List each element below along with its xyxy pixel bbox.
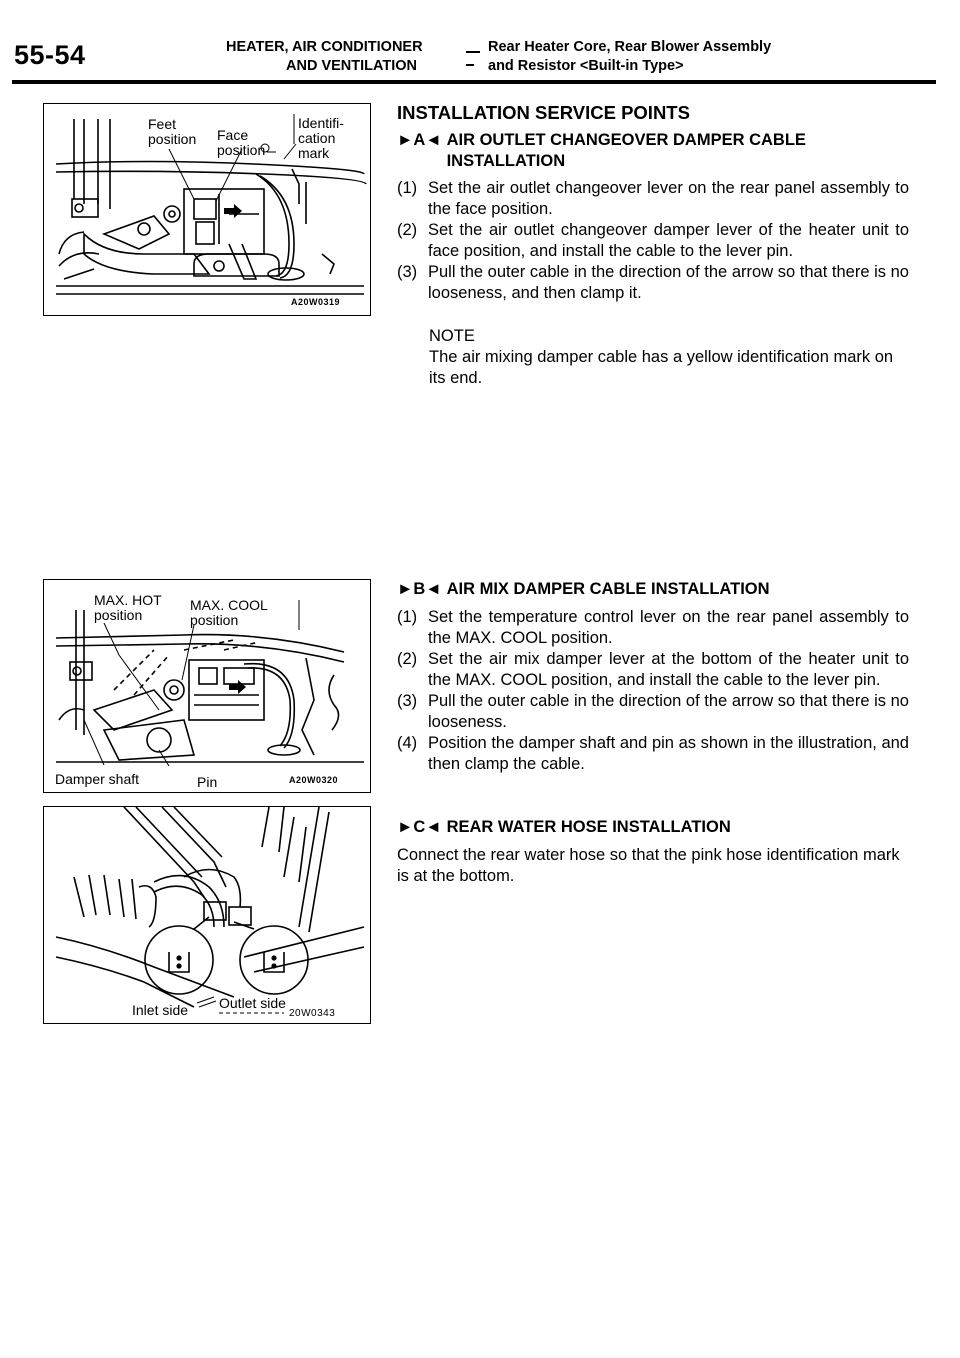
step-number: (2) (397, 221, 418, 239)
step (397, 220, 909, 262)
subsection-a-heading (397, 130, 909, 172)
label-feet-position: Feet position (148, 116, 197, 147)
note-text: The air mixing damper cable has a yellow identification mark on its end. (429, 348, 894, 387)
figure-damper-cable-face-position (43, 103, 371, 316)
subsection-b-steps (397, 607, 909, 775)
step (397, 178, 909, 220)
step-text: Set the temperature control lever on the rear panel assembly to the MAX. COOL position. (428, 608, 909, 647)
step-number: (3) (397, 263, 418, 281)
header-separator-dash (466, 64, 474, 66)
label-max-hot-position: MAX. HOT position (94, 592, 162, 623)
step (397, 691, 909, 733)
figure-rear-water-hose (43, 806, 371, 1024)
service-point-tag-b: ►B◄ (397, 580, 442, 598)
figure-code: A20W0319 (291, 297, 341, 307)
label-outlet-side: Outlet side (219, 995, 286, 1011)
header-separator-dash (466, 51, 480, 53)
subsection-b-heading (397, 579, 909, 600)
subsection-a-title: AIR OUTLET CHANGEOVER DAMPER CABLE INSTALLATION (446, 131, 806, 170)
label-inlet-side: Inlet side (132, 1002, 189, 1018)
step-text: Set the air outlet changeover lever on the rear panel assembly to the face position. (428, 179, 909, 218)
header-topic-line2: and Resistor <Built-in Type> (488, 58, 684, 74)
header-section-line1: HEATER, AIR CONDITIONER (226, 39, 423, 55)
label-damper-shaft: Damper shaft (55, 771, 140, 787)
label-identification-mark: Identifi- cation mark (298, 115, 344, 161)
step (397, 607, 909, 649)
figure-air-mix-damper-cable (43, 579, 371, 793)
step-number: (1) (397, 608, 418, 626)
step-text: Pull the outer cable in the direction of the arrow so that there is no looseness, and then clamp it. (428, 263, 909, 302)
step-text: Set the air outlet changeover damper lever of the heater unit to face position, and install the cable to the lever pin. (428, 221, 909, 260)
service-point-tag-c: ►C◄ (397, 818, 442, 836)
step-text: Set the air mix damper lever at the bottom of the heater unit to the MAX. COOL position, and install the cable to the lever pin. (428, 650, 909, 689)
subsection-c-title: REAR WATER HOSE INSTALLATION (446, 818, 731, 836)
header-rule (12, 80, 936, 84)
page-number: 55-54 (14, 40, 86, 70)
label-max-cool-position: MAX. COOL position (190, 597, 268, 628)
step-text: Position the damper shaft and pin as shown in the illustration, and then clamp the cable. (428, 734, 909, 773)
step (397, 262, 909, 304)
step-number: (1) (397, 179, 418, 197)
header-section-line2: AND VENTILATION (286, 58, 418, 74)
service-point-tag-a: ►A◄ (397, 131, 442, 149)
subsection-b-title: AIR MIX DAMPER CABLE INSTALLATION (446, 580, 770, 598)
step-number: (4) (397, 734, 418, 752)
figure-code: 20W0343 (289, 1008, 336, 1019)
step-text: Pull the outer cable in the direction of the arrow so that there is no looseness. (428, 692, 909, 731)
step-number: (3) (397, 692, 418, 710)
subsection-a-steps (397, 178, 909, 304)
step-number: (2) (397, 650, 418, 668)
step (397, 733, 909, 775)
section-title: INSTALLATION SERVICE POINTS (397, 102, 690, 123)
water-hose-illustration (44, 807, 371, 1024)
subsection-c-heading (397, 817, 909, 838)
figure-code: A20W0320 (289, 775, 339, 785)
step (397, 649, 909, 691)
note-label: NOTE (429, 327, 475, 345)
note-block (397, 326, 909, 389)
label-pin: Pin (197, 774, 218, 790)
header-topic-line1: Rear Heater Core, Rear Blower Assembly (488, 39, 772, 55)
label-face-position: Face position (217, 127, 266, 158)
subsection-c-paragraph: Connect the rear water hose so that the pink hose identification mark is at the bottom. (397, 846, 900, 885)
